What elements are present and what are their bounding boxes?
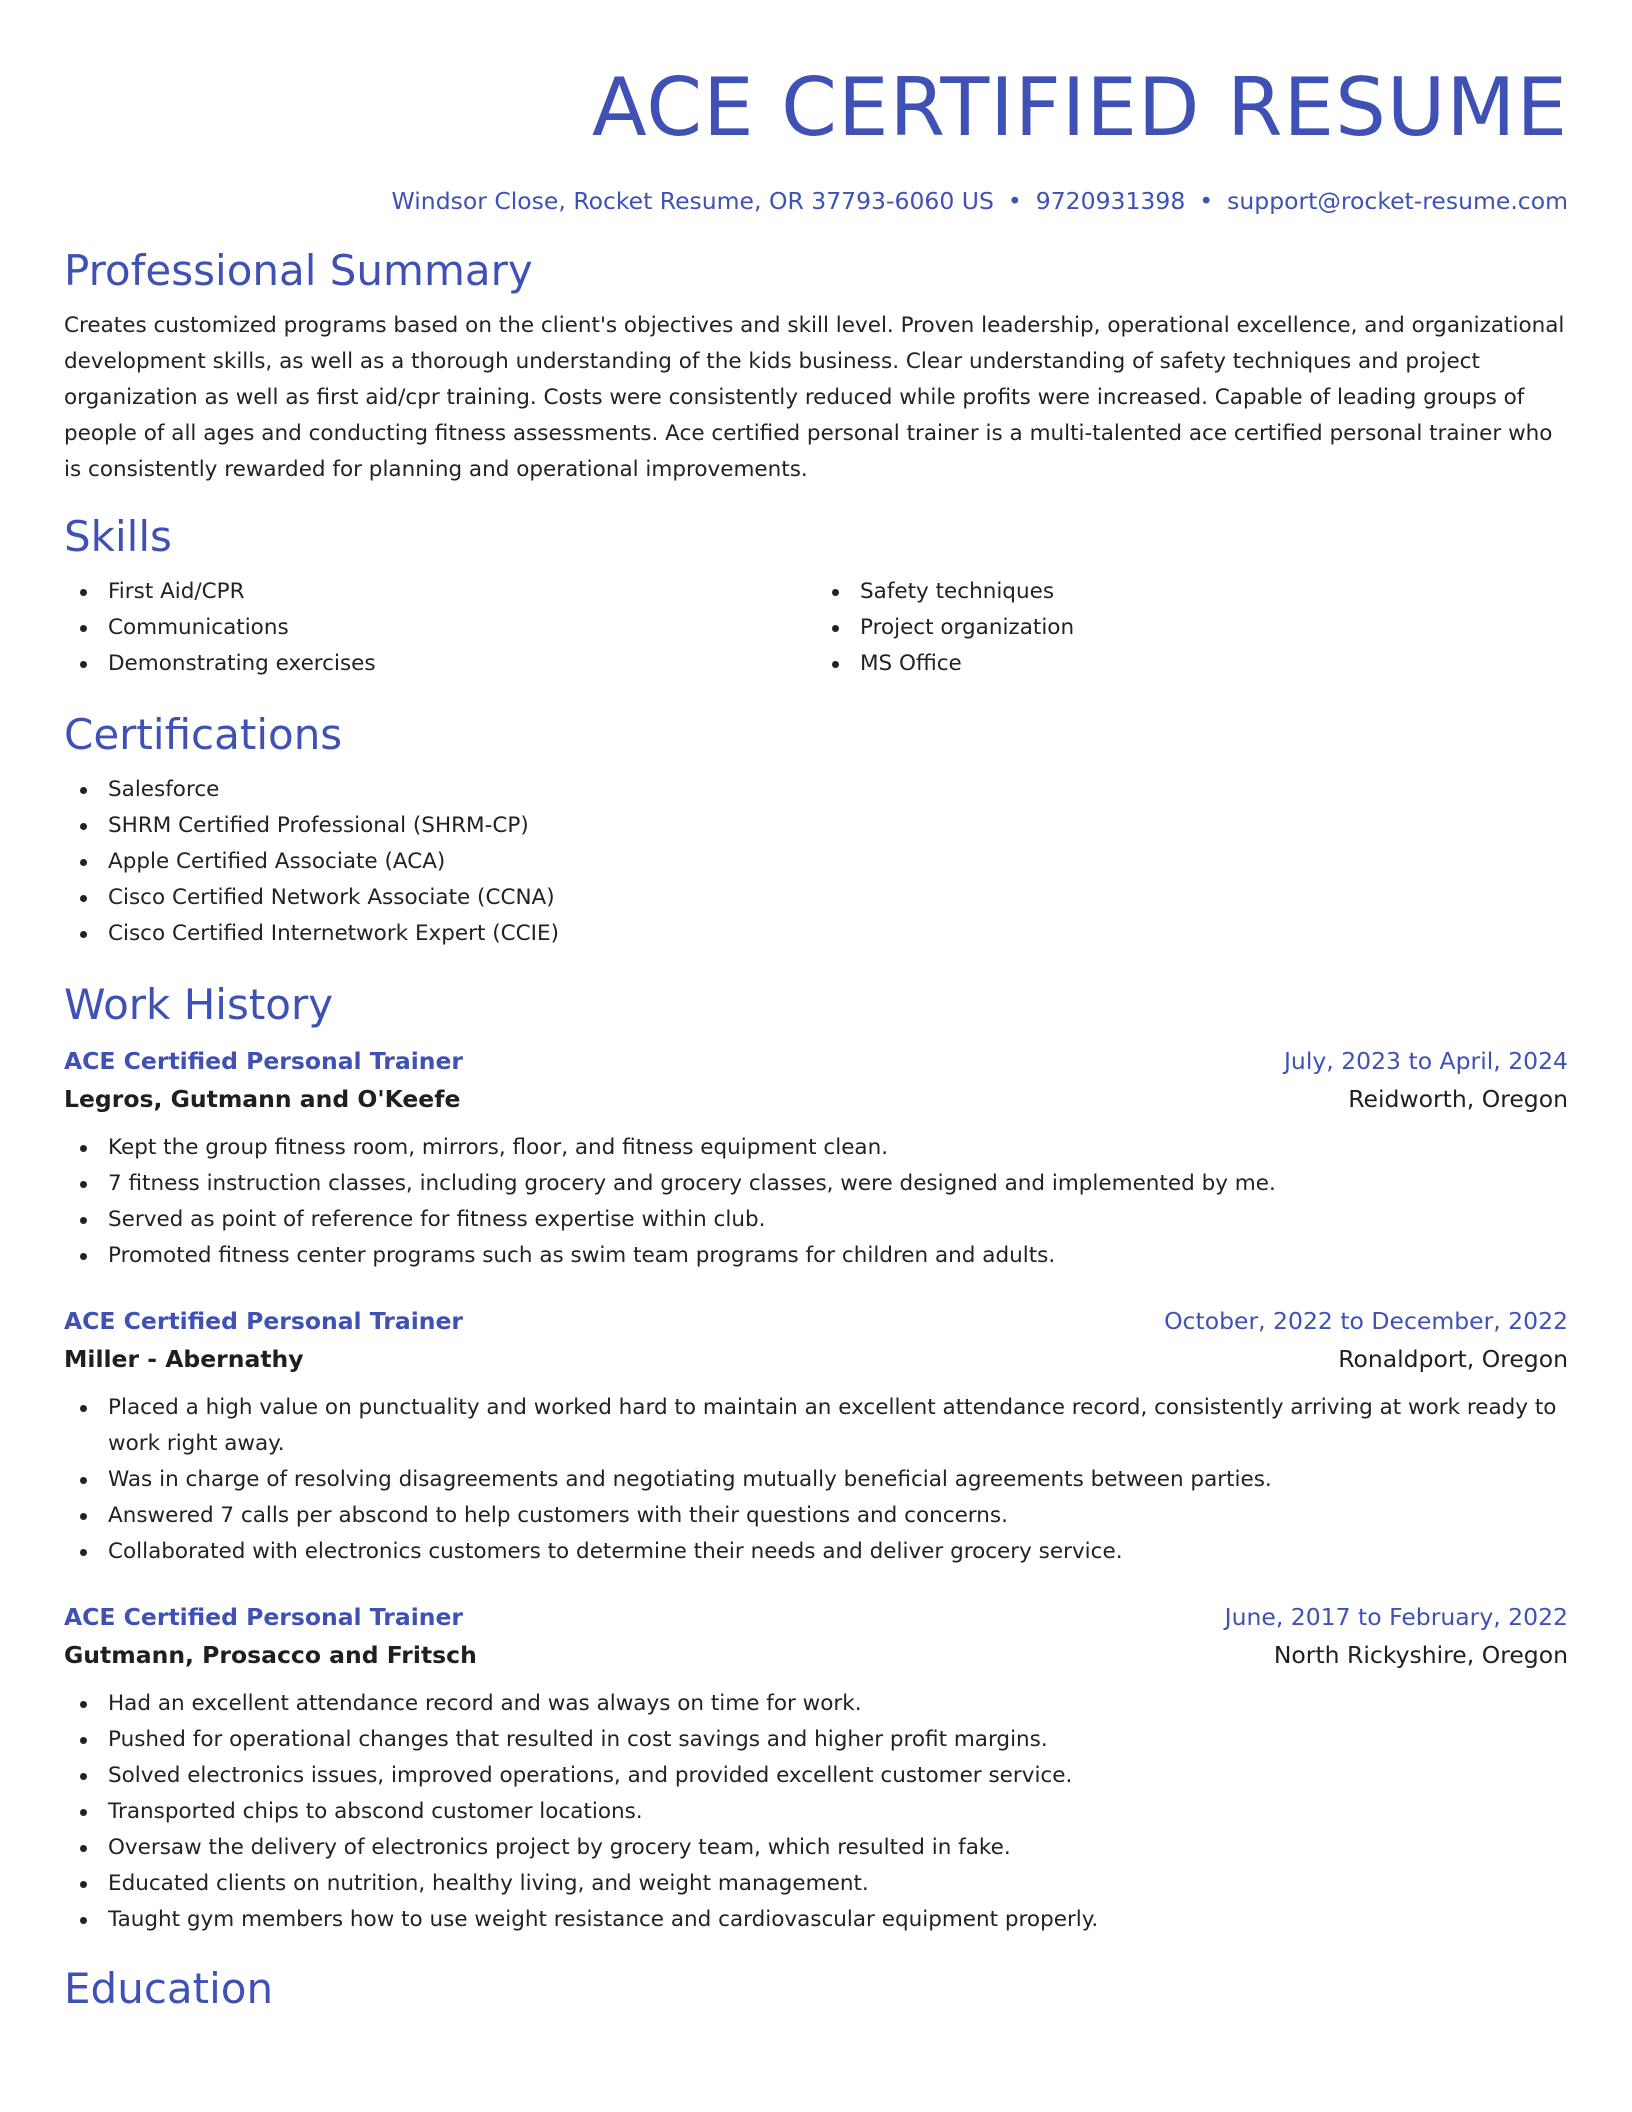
job-duty: Solved electronics issues, improved operations, and provided excellent customer service. [64, 1758, 1568, 1794]
certification-item: Cisco Certified Network Associate (CCNA) [64, 880, 1568, 916]
job-header-row [64, 1302, 1568, 1340]
job-company: Miller - Abernathy [64, 1345, 304, 1373]
job-duty: Collaborated with electronics customers to determine their needs and deliver grocery service. [64, 1534, 1568, 1570]
job-duty: Served as point of reference for fitness expertise within club. [64, 1202, 1568, 1238]
job-duties-list [64, 1130, 1568, 1274]
certifications-section [64, 708, 1568, 952]
job-duty: Pushed for operational changes that resulted in cost savings and higher profit margins. [64, 1722, 1568, 1758]
job-title: ACE Certified Personal Trainer [64, 1047, 464, 1075]
job-duty: Taught gym members how to use weight resistance and cardiovascular equipment properly. [64, 1902, 1568, 1938]
skill-item: MS Office [816, 646, 1568, 682]
job-duty: Kept the group fitness room, mirrors, floor, and fitness equipment clean. [64, 1130, 1568, 1166]
job-duty: Promoted fitness center programs such as swim team programs for children and adults. [64, 1238, 1568, 1274]
job-company: Gutmann, Prosacco and Fritsch [64, 1641, 477, 1669]
certification-item: Cisco Certified Internetwork Expert (CCIE) [64, 916, 1568, 952]
job-duty: Educated clients on nutrition, healthy living, and weight management. [64, 1866, 1568, 1902]
job-company: Legros, Gutmann and O'Keefe [64, 1085, 461, 1113]
job-company-row [64, 1080, 1568, 1118]
job-entry [64, 1302, 1568, 1570]
certifications-list [64, 772, 1568, 952]
job-company-row [64, 1340, 1568, 1378]
certification-item: SHRM Certified Professional (SHRM-CP) [64, 808, 1568, 844]
section-title-skills: Skills [64, 512, 172, 561]
job-company-row [64, 1636, 1568, 1674]
job-dates: October, 2022 to December, 2022 [1164, 1307, 1568, 1335]
skill-item: Communications [64, 610, 816, 646]
skill-item: Safety techniques [816, 574, 1568, 610]
skill-item: Project organization [816, 610, 1568, 646]
job-location: Reidworth, Oregon [1348, 1085, 1568, 1113]
contact-phone: 9720931398 [1035, 187, 1186, 215]
work-history-section [64, 978, 1568, 1938]
job-duty: Transported chips to abscond customer locations. [64, 1794, 1568, 1830]
contact-separator: • [1007, 187, 1022, 215]
skill-item: First Aid/CPR [64, 574, 816, 610]
job-title: ACE Certified Personal Trainer [64, 1307, 464, 1335]
skills-list-left [64, 574, 816, 682]
job-entry [64, 1042, 1568, 1274]
professional-summary-section [64, 244, 1568, 488]
job-duty: Placed a high value on punctuality and worked hard to maintain an excellent attendance record, consistently arriving at work ready to work right away. [64, 1390, 1568, 1462]
job-duties-list [64, 1390, 1568, 1570]
contact-separator: • [1199, 187, 1214, 215]
summary-text: Creates customized programs based on the client's objectives and skill level. Proven leadership, operational excellence, and organizational development skills, as well as a thorough understanding of the kids business. Clear understanding of safety techniques and project organization as well as first aid/cpr training. Costs were consistently reduced while profits were increased. Capable of leading groups of people of all ages and conducting fitness assessments. Ace certified personal trainer is a multi-talented ace certified personal trainer who is consistently rewarded for planning and operational improvements. [64, 313, 1565, 482]
certification-item: Apple Certified Associate (ACA) [64, 844, 1568, 880]
section-title-summary: Professional Summary [64, 246, 533, 295]
resume-header [64, 56, 1568, 216]
job-duty: Oversaw the delivery of electronics project by grocery team, which resulted in fake. [64, 1830, 1568, 1866]
job-duty: 7 fitness instruction classes, including grocery and grocery classes, were designed and implemented by me. [64, 1166, 1568, 1202]
skills-columns [64, 574, 1568, 682]
contact-email: support@rocket-resume.com [1227, 187, 1568, 215]
contact-address: Windsor Close, Rocket Resume, OR 37793-6060 US [391, 187, 994, 215]
job-duty: Was in charge of resolving disagreements and negotiating mutually beneficial agreements between parties. [64, 1462, 1568, 1498]
skills-list-right [816, 574, 1568, 682]
job-location: North Rickyshire, Oregon [1273, 1641, 1568, 1669]
job-header-row [64, 1042, 1568, 1080]
job-dates: June, 2017 to February, 2022 [1224, 1603, 1568, 1631]
job-header-row [64, 1598, 1568, 1636]
job-duty: Had an excellent attendance record and was always on time for work. [64, 1686, 1568, 1722]
skill-item: Demonstrating exercises [64, 646, 816, 682]
job-duties-list [64, 1686, 1568, 1938]
contact-line [64, 186, 1568, 216]
job-dates: July, 2023 to April, 2024 [1284, 1047, 1568, 1075]
certification-item: Salesforce [64, 772, 1568, 808]
job-title: ACE Certified Personal Trainer [64, 1603, 464, 1631]
section-title-certifications: Certifications [64, 710, 343, 759]
job-duty: Answered 7 calls per abscond to help customers with their questions and concerns. [64, 1498, 1568, 1534]
education-section [64, 1962, 1568, 2016]
resume-name: ACE CERTIFIED RESUME [591, 61, 1568, 154]
section-title-work-history: Work History [64, 980, 334, 1029]
section-title-education: Education [64, 1964, 274, 2013]
job-location: Ronaldport, Oregon [1338, 1345, 1568, 1373]
skills-section [64, 510, 1568, 682]
job-entry [64, 1598, 1568, 1938]
